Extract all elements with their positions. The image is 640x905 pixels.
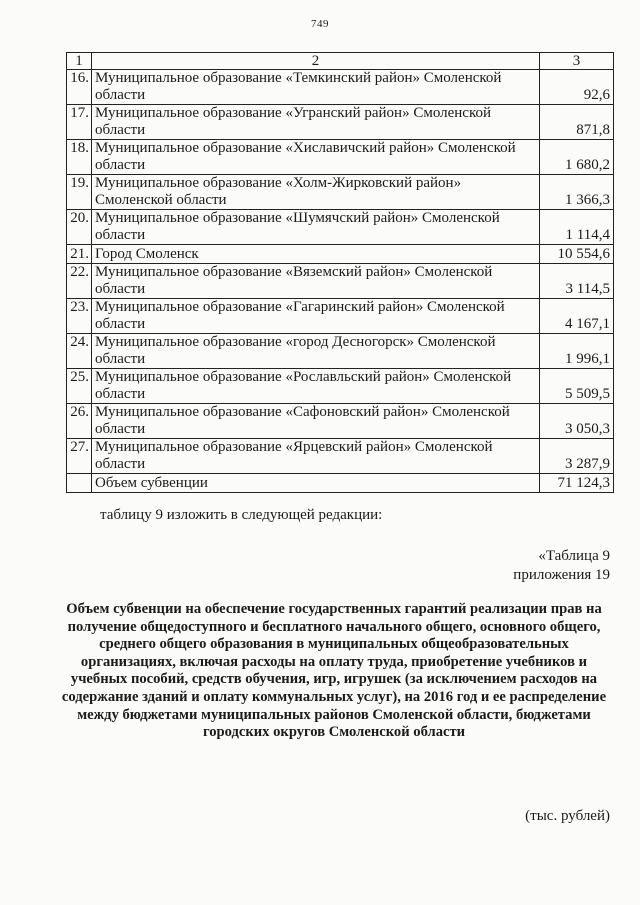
header-col-2: 2 [92, 53, 540, 70]
header-col-1: 1 [67, 53, 92, 70]
row-name: Муниципальное образование «Шумячский район» Смоленской области [92, 210, 540, 245]
row-value: 5 509,5 [540, 369, 614, 404]
row-name: Муниципальное образование «Рославльский район» Смоленской области [92, 369, 540, 404]
row-value: 3 287,9 [540, 439, 614, 474]
row-value: 1 366,3 [540, 175, 614, 210]
subsidy-table [66, 52, 614, 493]
row-name: Город Смоленск [92, 245, 540, 264]
header-col-3: 3 [540, 53, 614, 70]
row-number: 25. [67, 369, 92, 404]
row-name: Муниципальное образование «Темкинский район» Смоленской области [92, 70, 540, 105]
row-number: 16. [67, 70, 92, 105]
row-number: 26. [67, 404, 92, 439]
units-label: (тыс. рублей) [525, 808, 610, 824]
row-value: 4 167,1 [540, 299, 614, 334]
row-name: Муниципальное образование «Гагаринский район» Смоленской области [92, 299, 540, 334]
row-name: Объем субвенции [92, 474, 540, 493]
table-row [67, 299, 614, 334]
row-number: 27. [67, 439, 92, 474]
row-value: 10 554,6 [540, 245, 614, 264]
row-value: 1 996,1 [540, 334, 614, 369]
caption-table-number: «Таблица 9 [538, 548, 610, 564]
table-row [67, 175, 614, 210]
row-number: 24. [67, 334, 92, 369]
instruction-text: таблицу 9 изложить в следующей редакции: [100, 507, 383, 523]
row-value: 1 114,4 [540, 210, 614, 245]
table-caption [513, 547, 610, 585]
row-name: Муниципальное образование «Угранский район» Смоленской области [92, 105, 540, 140]
page-number: 749 [311, 18, 329, 30]
row-value: 1 680,2 [540, 140, 614, 175]
row-number: 20. [67, 210, 92, 245]
row-name: Муниципальное образование «Ярцевский район» Смоленской области [92, 439, 540, 474]
table-total-row [67, 474, 614, 493]
table-header-row [67, 53, 614, 70]
row-number: 18. [67, 140, 92, 175]
table-row [67, 264, 614, 299]
table-row [67, 404, 614, 439]
row-number: 23. [67, 299, 92, 334]
row-value: 3 050,3 [540, 404, 614, 439]
table-row [67, 210, 614, 245]
row-number: 21. [67, 245, 92, 264]
table-row [67, 439, 614, 474]
table-row [67, 70, 614, 105]
row-value: 71 124,3 [540, 474, 614, 493]
row-value: 92,6 [540, 70, 614, 105]
table-row [67, 369, 614, 404]
row-name: Муниципальное образование «город Десногорск» Смоленской области [92, 334, 540, 369]
row-name: Муниципальное образование «Сафоновский район» Смоленской области [92, 404, 540, 439]
row-number: 19. [67, 175, 92, 210]
row-number: 22. [67, 264, 92, 299]
table-row [67, 245, 614, 264]
table-row [67, 334, 614, 369]
row-name: Муниципальное образование «Хиславичский район» Смоленской области [92, 140, 540, 175]
row-value: 871,8 [540, 105, 614, 140]
table-row [67, 140, 614, 175]
document-title: Объем субвенции на обеспечение государственных гарантий реализации прав на получение общедоступного и бесплатного начального общего, основного общего, среднего общего образования в муниципальных общеобразовательных организациях, включая расходы на оплату труда, приобретение учебников и учебных пособий, средств обучения, игр, игрушек (за исключением расходов на содержание зданий и оплату коммунальных услуг), на 2016 год и ее распределение между бюджетами муниципальных районов Смоленской области, бюджетами городских округов Смоленской области [61, 601, 607, 741]
caption-appendix: приложения 19 [513, 567, 610, 583]
row-number: 17. [67, 105, 92, 140]
row-name: Муниципальное образование «Вяземский район» Смоленской области [92, 264, 540, 299]
row-number [67, 474, 92, 493]
row-value: 3 114,5 [540, 264, 614, 299]
row-name: Муниципальное образование «Холм-Жирковский район» Смоленской области [92, 175, 540, 210]
table-row [67, 105, 614, 140]
